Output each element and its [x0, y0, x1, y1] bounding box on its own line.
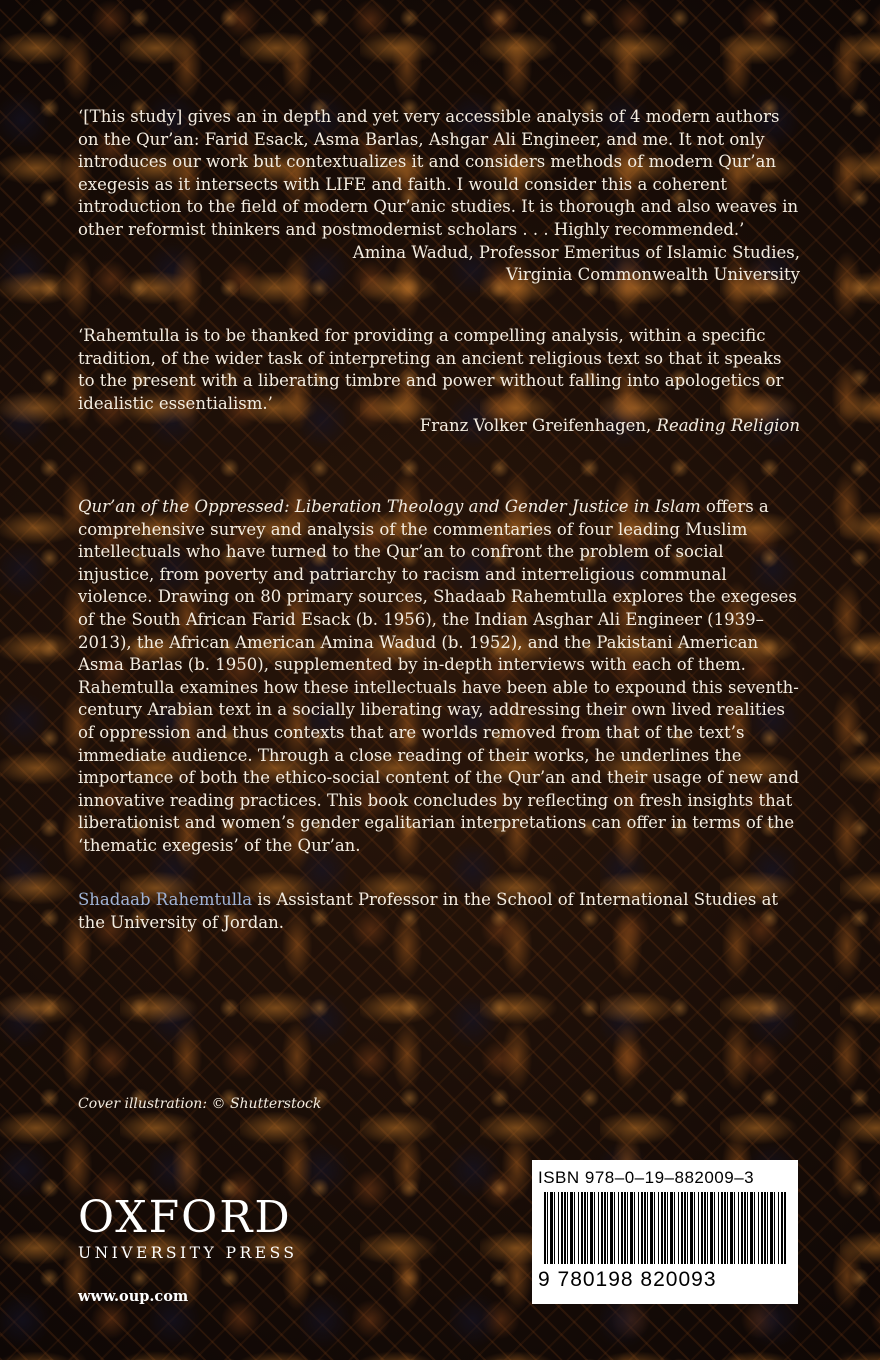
quote-text: ‘[This study] gives an in depth and yet very accessible analysis of 4 modern authors on the Qur’an: Farid Esack, Asma Barlas, Ashgar Ali Engineer, and me. It not only introduces our work but contextualizes it and considers methods of modern Qur’an exegesis as it intersects with LIFE and faith. I would consider this a coherent introduction to the field of modern Qur’anic studies. It is thorough and also weaves in other reformist thinkers and postmodernist scholars . . . Highly recommended.’	[78, 107, 799, 239]
attribution-line-1: Amina Wadud, Professor Emeritus of Islamic Studies,	[352, 242, 800, 262]
endorsement-quote-greifenhagen	[78, 325, 800, 438]
quote-text: ‘Rahemtulla is to be thanked for providing a compelling analysis, within a specific tradition, of the wider task of interpreting an ancient religious text so that it speaks to the present with a liberating timbre and power without falling into apologetics or idealistic essentialism.’	[78, 326, 784, 413]
barcode-digits: 9 780198 820093	[538, 1268, 717, 1291]
logo-sub-text: UNIVERSITY PRESS	[78, 1244, 298, 1262]
description-text: offers a comprehensive survey and analysis of the commentaries of four leading Muslim intellectuals who have turned to the Qur’an to confront the problem of social injustice, from poverty and patriarchy to racism and interreligious communal violence. Drawing on 80 primary sources, Shadaab Rahemtulla explores the exegeses of the South African Farid Esack (b. 1956), the Indian Asghar Ali Engineer (1939–2013), the African American Amina Wadud (b. 1952), and the Pakistani American Asma Barlas (b. 1950), supplemented by in-depth interviews with each of them. Rahemtulla examines how these intellectuals have been able to expound this seventh-century Arabian text in a socially liberating way, addressing their own lived realities of oppression and thus contexts that are worlds removed from that of the text’s immediate audience. Through a close reading of their works, he underlines the importance of both the ethico-social content of the Qur’an and their usage of new and innovative reading practices. This book concludes by reflecting on fresh insights that liberationist and women’s gender egalitarian interpretations can offer in terms of the ‘thematic exegesis’ of the Qur’an.	[78, 497, 800, 855]
cover-credit: Cover illustration: © Shutterstock	[78, 1096, 322, 1112]
quote-attribution	[78, 242, 800, 287]
attribution-line-2: Virginia Commonwealth University	[505, 265, 800, 285]
bio-text: is Assistant Professor in the School of International Studies at the University of Jordan.	[78, 890, 779, 932]
book-title: Qur’an of the Oppressed: Liberation Theology and Gender Justice in Islam	[78, 497, 701, 516]
isbn-label: ISBN 978–0–19–882009–3	[538, 1168, 755, 1187]
publisher-url: www.oup.com	[78, 1288, 189, 1305]
endorsement-quote-wadud	[78, 106, 800, 287]
isbn-barcode-box	[532, 1160, 798, 1304]
author-bio	[78, 889, 800, 934]
attribution-name: Franz Volker Greifenhagen,	[419, 416, 657, 436]
book-description	[78, 496, 800, 858]
attribution-source: Reading Religion	[656, 416, 800, 436]
author-name: Shadaab Rahemtulla	[78, 890, 253, 909]
quote-attribution	[78, 415, 800, 438]
oxford-logo	[78, 1192, 298, 1262]
logo-main-text: OXFORD	[78, 1192, 292, 1243]
barcode-bars	[544, 1192, 786, 1264]
